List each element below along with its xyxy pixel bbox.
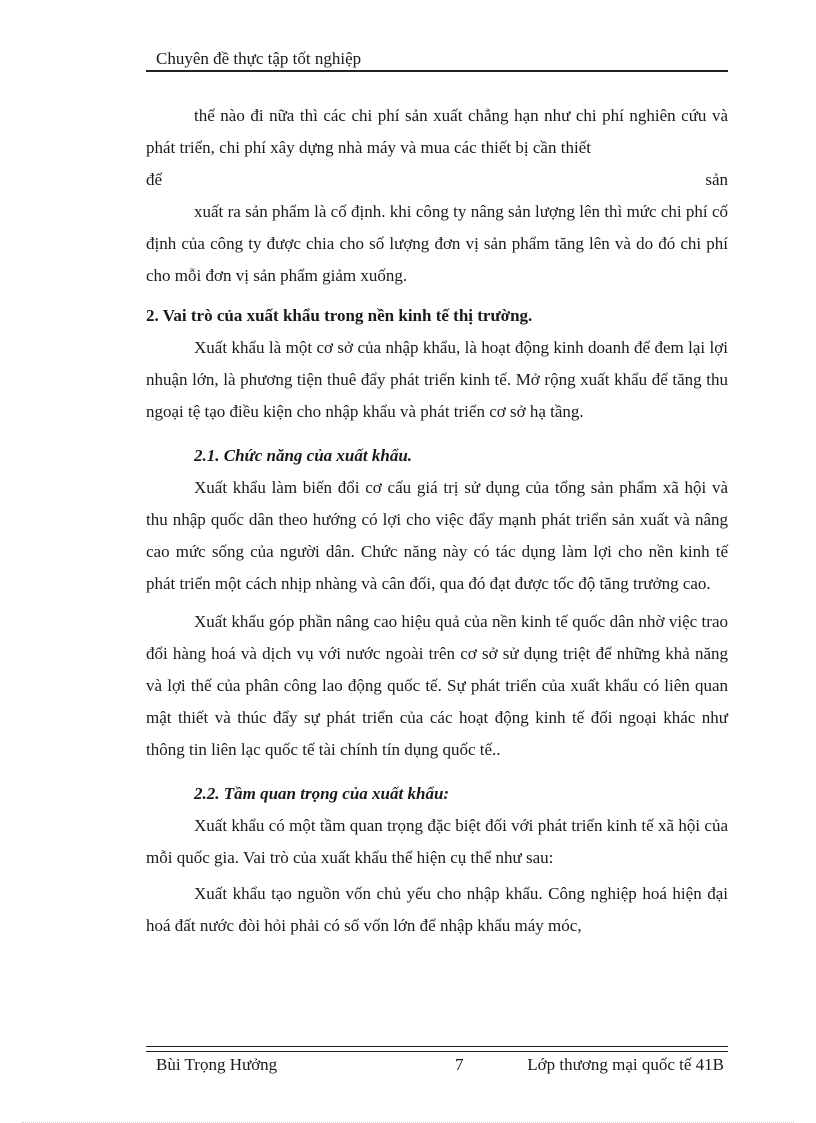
footer-author: Bùi Trọng Hưởng xyxy=(156,1055,278,1074)
split-word-right: sản xyxy=(705,170,728,189)
footer-page-number: 7 xyxy=(455,1055,464,1074)
paragraph-5: Xuất khẩu góp phần nâng cao hiệu quả của nền kinh tế quốc dân nhờ việc trao đổi hàng hoá và dịch vụ với nước ngoài trên cơ sở sử dụng triệt để những khả năng và lợi thế của phân công lao động quốc tế. Sự phát triển của xuất khẩu có liên quan mật thiết và thúc đẩy sự phát triển của các hoạt động kinh tế đối ngoại khác như thông tin liên lạc quốc tế tài chính tín dụng quốc tế.. xyxy=(146,612,728,759)
paragraph-6: Xuất khẩu có một tầm quan trọng đặc biệt đối với phát triển kinh tế xã hội của mỗi quốc gia. Vai trò của xuất khẩu thể hiện cụ thể như sau: xyxy=(146,816,728,867)
page-body xyxy=(146,100,728,942)
footer-divider xyxy=(146,1046,728,1052)
page-footer xyxy=(146,1053,728,1077)
header-title: Chuyên đề thực tập tốt nghiệp xyxy=(156,49,362,68)
footer-class-name: Lớp thương mại quốc tế 41B xyxy=(527,1055,724,1074)
page-header xyxy=(146,48,728,72)
heading-section-2-1: 2.1. Chức năng của xuất khẩu. xyxy=(194,446,413,465)
paragraph-3: Xuất khẩu là một cơ sở của nhập khẩu, là hoạt động kinh doanh để đem lại lợi nhuận lớn, là phương tiện thuê đẩy phát triển kinh tế. Mở rộng xuất khẩu để tăng thu ngoại tệ tạo điều kiện cho nhập khẩu và phát triển cơ sở hạ tầng. xyxy=(146,338,728,421)
paragraph-7: Xuất khẩu tạo nguồn vốn chủ yếu cho nhập khẩu. Công nghiệp hoá hiện đại hoá đất nước đòi hỏi phải có số vốn lớn để nhập khẩu máy móc, xyxy=(146,884,728,935)
split-word-left: để xyxy=(146,170,163,189)
heading-section-2-2: 2.2. Tầm quan trọng của xuất khẩu: xyxy=(194,784,450,803)
paragraph-2: xuất ra sản phẩm là cố định. khi công ty nâng sản lượng lên thì mức chi phí cố định của công ty được chia cho số lượng đơn vị sản phẩm tăng lên và do đó chi phí cho mỗi đơn vị sản phẩm giảm xuống. xyxy=(146,202,728,285)
paragraph-1-split-line xyxy=(146,164,728,196)
paragraph-1: thế nào đi nữa thì các chi phí sản xuất chẳng hạn như chi phí nghiên cứu và phát triển, chi phí xây dựng nhà máy và mua các thiết bị cần thiết xyxy=(146,106,728,157)
heading-section-2: 2. Vai trò của xuất khẩu trong nền kinh tế thị trường. xyxy=(146,306,533,325)
paragraph-4: Xuất khẩu làm biến đổi cơ cấu giá trị sử dụng của tổng sản phẩm xã hội và thu nhập quốc dân theo hướng có lợi cho việc đẩy mạnh phát triển sản xuất và nâng cao mức sống của người dân. Chức năng này có tác dụng làm lợi cho nền kinh tế phát triển một cách nhịp nhàng và cân đối, qua đó đạt được tốc độ tăng trưởng cao. xyxy=(146,478,728,593)
